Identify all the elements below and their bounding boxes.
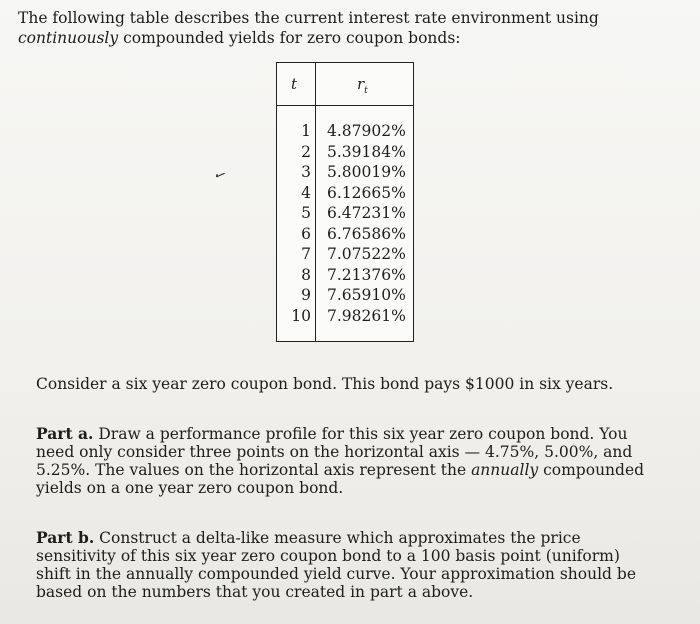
part-b-label: Part b. [36,528,95,547]
table-row [277,204,413,225]
table-header [277,63,413,106]
cell-r: 6.47231% [327,204,406,222]
table-row [277,286,413,307]
cell-r: 7.98261% [327,306,406,325]
yield-table [276,62,414,342]
cell-t: 1 [301,122,311,140]
cell-r: 4.87902% [327,122,406,140]
part-a-text-after: compounded yields on a one year zero coupon bond. [36,461,645,497]
table-row [277,266,413,287]
table-row [277,307,413,328]
header-r-subscript: t [364,86,368,96]
cell-t: 8 [301,265,311,284]
cell-r: 6.76586% [327,224,406,243]
consider-paragraph: Consider a six year zero coupon bond. This bond pays $1000 in six years. [36,375,614,393]
intro-text-before: The following table describes the current interest rate environment using [18,9,599,27]
table-row [277,184,413,205]
header-r-letter: r [357,75,365,93]
cell-t: 9 [301,286,311,304]
part-a-emphasis: annually [471,461,539,479]
table-row [277,143,413,164]
cell-r: 7.21376% [327,265,406,284]
part-a-text-before: Draw a performance profile for this six year zero coupon bond. You need only consider three points on the horizontal axis — 4.75%, 5.00%, and 5.25%. The values on the horizontal axis represent the [36,425,633,479]
header-r [357,75,368,96]
header-t: t [291,75,298,93]
table-row [277,163,413,184]
stray-pen-mark: ✓ [210,166,229,186]
cell-r: 5.80019% [327,163,406,181]
cell-r: 7.07522% [327,245,406,263]
cell-t: 4 [301,183,311,202]
cell-r: 5.39184% [327,142,406,161]
part-b-text: Construct a delta-like measure which approximates the price sensitivity of this six year zero coupon bond to a 100 basis point (uniform) shift in the annually compounded yield curve. Your approximation should be based on the numbers that you created in part a above. [36,529,636,601]
cell-t: 10 [291,306,311,325]
part-b-paragraph [36,529,656,601]
intro-text-after: compounded yields for zero coupon bonds: [118,29,461,47]
cell-t: 7 [301,245,311,263]
part-a-label: Part a. [36,424,94,443]
cell-r: 7.65910% [327,286,406,304]
intro-paragraph [18,8,678,48]
table-row [277,245,413,266]
table-body [277,122,413,327]
cell-t: 6 [301,224,311,243]
cell-t: 5 [301,204,311,222]
cell-t: 2 [301,142,311,161]
cell-t: 3 [301,163,311,181]
part-a-paragraph [36,425,656,497]
table-row [277,122,413,143]
cell-r: 6.12665% [327,183,406,202]
intro-emphasis: continuously [18,29,119,47]
table-row [277,225,413,246]
